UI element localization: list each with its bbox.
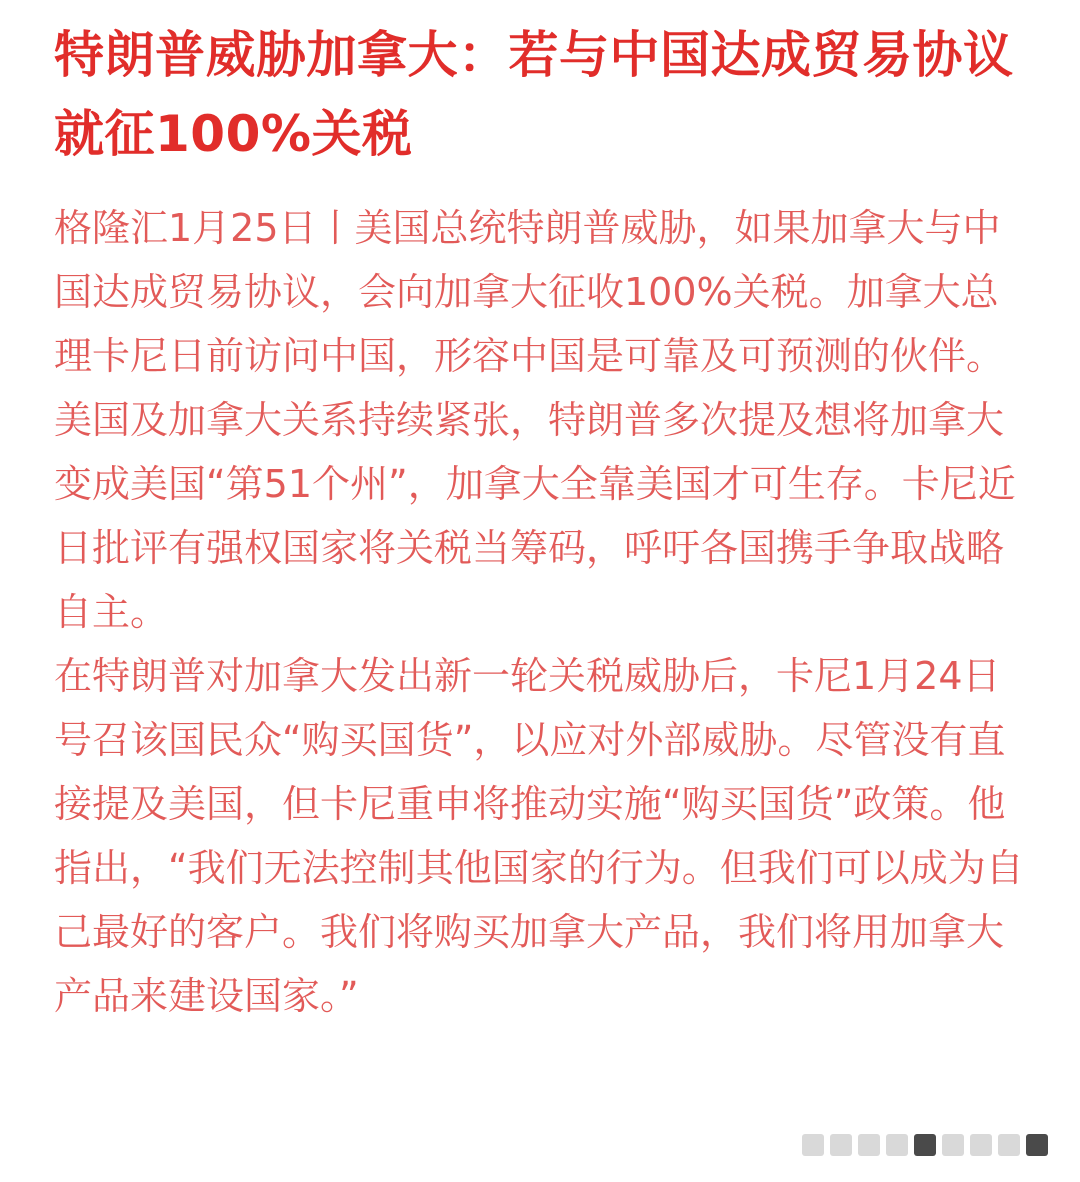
watermark-block-icon: [886, 1134, 908, 1156]
article-title: 特朗普威胁加拿大：若与中国达成贸易协议就征100%关税: [54, 26, 1014, 163]
article-paragraph-2: 在特朗普对加拿大发出新一轮关税威胁后，卡尼1月24日号召该国民众“购买国货”，以应对外部威胁。尽管没有直接提及美国，但卡尼重申将推动实施“购买国货”政策。他指出，“我们无法控制其他国家的行为。但我们可以成为自己最好的客户。我们将购买加拿大产品，我们将用加拿大产品来建设国家。”: [54, 654, 1024, 1018]
watermark-block-icon: [830, 1134, 852, 1156]
watermark-block-icon: [858, 1134, 880, 1156]
watermark: [796, 1128, 1054, 1162]
watermark-block-icon: [942, 1134, 964, 1156]
watermark-block-icon: [998, 1134, 1020, 1156]
watermark-block-icon: [1026, 1134, 1048, 1156]
watermark-block-icon: [914, 1134, 936, 1156]
watermark-block-icon: [970, 1134, 992, 1156]
article-paragraph-1: 格隆汇1月25日丨美国总统特朗普威胁，如果加拿大与中国达成贸易协议，会向加拿大征收100%关税。加拿大总理卡尼日前访问中国，形容中国是可靠及可预测的伙伴。美国及加拿大关系持续紧张，特朗普多次提及想将加拿大变成美国“第51个州”，加拿大全靠美国才可生存。卡尼近日批评有强权国家将关税当筹码，呼吁各国携手争取战略自主。: [54, 206, 1016, 634]
article-body: [54, 196, 1026, 1028]
watermark-block-icon: [802, 1134, 824, 1156]
